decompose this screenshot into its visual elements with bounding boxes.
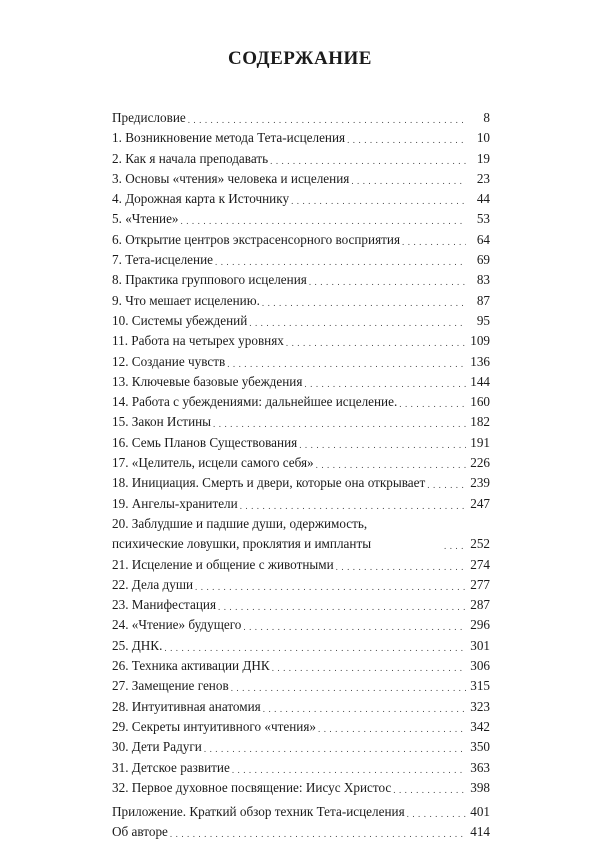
toc-entry-page-number: 69: [476, 252, 490, 268]
dot-leader: [232, 758, 466, 778]
toc-entry-page-number: 252: [470, 536, 490, 552]
dot-leader: [316, 453, 466, 473]
toc-entry: [112, 697, 490, 717]
toc-entry-page-number: 414: [470, 824, 490, 840]
toc-entry-page-number: 160: [470, 394, 490, 410]
toc-entry-page-number: 83: [476, 272, 490, 288]
toc-entry: [112, 802, 490, 822]
toc-entry: [112, 656, 490, 676]
toc-entry-label: 7. Тета-исцеление: [112, 252, 213, 268]
dot-leader: [262, 291, 466, 311]
toc-entry: [112, 717, 490, 737]
toc-entry-label: 30. Дети Радуги: [112, 739, 202, 755]
toc-entry-label: 24. «Чтение» будущего: [112, 617, 242, 633]
toc-entry: [112, 169, 490, 189]
dot-leader: [309, 270, 466, 290]
toc-entry: [112, 149, 490, 169]
toc-entry-label: 31. Детское развитие: [112, 759, 230, 775]
toc-entry: [112, 311, 490, 331]
dot-leader: [213, 412, 466, 432]
toc-entry: [112, 433, 490, 453]
toc-entry-page-number: 239: [470, 475, 490, 491]
toc-entry: [112, 331, 490, 351]
toc-entry-label: 29. Секреты интуитивного «чтения»: [112, 718, 317, 734]
dot-leader: [272, 656, 466, 676]
toc-entry-page-number: 315: [470, 678, 490, 694]
toc-entry-label: 14. Работа с убеждениями: дальнейшее исцеление.: [112, 394, 398, 410]
toc-entry-label: 10. Системы убеждений: [112, 312, 248, 328]
dot-leader: [351, 169, 466, 189]
toc-entry: [112, 453, 490, 473]
toc-entry: [112, 595, 490, 615]
toc-entry: [112, 575, 490, 595]
page-title: СОДЕРЖАНИЕ: [228, 48, 372, 69]
toc-entry-page-number: 44: [476, 191, 490, 207]
toc-entry-page-number: 296: [470, 617, 490, 633]
toc-entry-label: Приложение. Краткий обзор техник Тета-исцеления: [112, 804, 405, 820]
toc-entry-label: 25. ДНК.: [112, 637, 163, 653]
toc-entry-label: 32. Первое духовное посвящение: Иисус Христос: [112, 779, 392, 795]
toc-entry-page-number: 363: [470, 759, 490, 775]
dot-leader: [318, 717, 466, 737]
toc-entry-page-number: 247: [470, 495, 490, 511]
toc-entry-label: 27. Замещение генов: [112, 678, 229, 694]
dot-leader: [304, 372, 466, 392]
toc-entry-page-number: 226: [470, 455, 490, 471]
toc-entry-page-number: 19: [476, 150, 490, 166]
dot-leader: [427, 473, 466, 493]
toc-entry-page-number: 342: [470, 718, 490, 734]
toc-entry: [112, 737, 490, 757]
toc-entry-page-number: 398: [470, 779, 490, 795]
toc-entry: [112, 128, 490, 148]
toc-entry-label: 5. «Чтение»: [112, 211, 179, 227]
toc-entry-label: 17. «Целитель, исцели самого себя»: [112, 455, 314, 471]
dot-leader: [204, 737, 466, 757]
dot-leader: [170, 822, 466, 842]
toc-entry: [112, 615, 490, 635]
toc-entry: [112, 822, 490, 842]
dot-leader: [227, 352, 466, 372]
toc-entry-label: 8. Практика группового исцеления: [112, 272, 307, 288]
dot-leader: [243, 615, 466, 635]
dot-leader: [263, 697, 466, 717]
toc-entry-label: 28. Интуитивная анатомия: [112, 698, 261, 714]
toc-entry: [112, 676, 490, 696]
toc-entry-page-number: 109: [470, 333, 490, 349]
dot-leader: [218, 595, 466, 615]
toc-entry-label: 23. Манифестация: [112, 597, 217, 613]
toc-entry: [112, 636, 490, 656]
toc-entry-page-number: 23: [476, 170, 490, 186]
dot-leader: [164, 636, 466, 656]
toc-entry-page-number: 301: [470, 637, 490, 653]
dot-leader: [240, 494, 466, 514]
toc-entry: [112, 108, 490, 128]
dot-leader: [402, 230, 466, 250]
toc-entry-page-number: 144: [470, 373, 490, 389]
dot-leader: [399, 392, 466, 412]
toc-entry-page-number: 350: [470, 739, 490, 755]
toc-entry-page-number: 87: [476, 292, 490, 308]
toc-entry-label: 15. Закон Истины: [112, 414, 212, 430]
toc-entry: [112, 758, 490, 778]
toc-entry-label: 2. Как я начала преподавать: [112, 150, 269, 166]
dot-leader: [270, 149, 466, 169]
dot-leader: [291, 189, 466, 209]
table-of-contents: [112, 108, 490, 843]
toc-entry: [112, 555, 490, 575]
toc-entry-page-number: 8: [483, 110, 490, 125]
dot-leader: [231, 676, 466, 696]
toc-entry-page-number: 277: [470, 576, 490, 592]
dot-leader: [299, 433, 466, 453]
toc-entry-page-number: 191: [470, 434, 490, 450]
dot-leader: [347, 128, 466, 148]
toc-entry: [112, 412, 490, 432]
toc-entry: [112, 230, 490, 250]
toc-entry: [112, 514, 490, 555]
toc-entry-page-number: 306: [470, 658, 490, 674]
toc-entry-label: 18. Инициация. Смерть и двери, которые она открывает: [112, 475, 426, 491]
toc-entry-page-number: 136: [470, 353, 490, 369]
toc-entry-label: Предисловие: [112, 110, 186, 125]
toc-entry-page-number: 95: [476, 312, 490, 328]
toc-entry-label: 3. Основы «чтения» человека и исцеления: [112, 170, 350, 186]
dot-leader: [286, 331, 466, 351]
toc-entry-page-number: 53: [476, 211, 490, 227]
toc-entry-label: 21. Исцеление и общение с животными: [112, 556, 334, 572]
toc-entry-label: 13. Ключевые базовые убеждения: [112, 373, 303, 389]
toc-entry-label: 22. Дела души: [112, 576, 194, 592]
toc-entry: [112, 494, 490, 514]
dot-leader: [249, 311, 466, 331]
toc-entry-page-number: 287: [470, 597, 490, 613]
dot-leader: [336, 555, 466, 575]
dot-leader: [181, 209, 466, 229]
toc-entry-page-number: 10: [476, 130, 490, 146]
toc-entry-label: 19. Ангелы-хранители: [112, 495, 238, 511]
toc-entry-label: 16. Семь Планов Существования: [112, 434, 298, 450]
toc-entry-label: 26. Техника активации ДНК: [112, 658, 270, 674]
toc-entry: [112, 352, 490, 372]
toc-entry-label: Об авторе: [112, 824, 168, 840]
toc-entry: [112, 372, 490, 392]
toc-entry-page-number: 64: [476, 231, 490, 247]
toc-entry-label: 11. Работа на четырех уровнях: [112, 333, 284, 349]
toc-entry: [112, 473, 490, 493]
toc-entry-label: 20. Заблудшие и падшие души, одержимость, психические ловушки, проклятия и импланты: [112, 515, 372, 552]
dot-leader: [215, 250, 466, 270]
toc-entry-page-number: 323: [470, 698, 490, 714]
toc-entry-label: 12. Создание чувств: [112, 353, 226, 369]
toc-entry-page-number: 182: [470, 414, 490, 430]
toc-entry: [112, 392, 490, 412]
toc-entry-label: 1. Возникновение метода Тета-исцеления: [112, 130, 346, 146]
toc-entry: [112, 209, 490, 229]
toc-entry: [112, 189, 490, 209]
dot-leader: [444, 534, 466, 554]
dot-leader: [188, 108, 466, 128]
toc-entry-label: 6. Открытие центров экстрасенсорного восприятия: [112, 231, 401, 247]
toc-entry: [112, 778, 490, 798]
toc-entry-page-number: 274: [470, 556, 490, 572]
toc-entry-label: 9. Что мешает исцелению.: [112, 292, 260, 308]
toc-entry-label: 4. Дорожная карта к Источнику: [112, 191, 290, 207]
dot-leader: [407, 802, 466, 822]
toc-entry: [112, 270, 490, 290]
dot-leader: [195, 575, 466, 595]
toc-entry: [112, 250, 490, 270]
toc-entry-page-number: 401: [470, 804, 490, 820]
dot-leader: [393, 778, 466, 798]
toc-entry: [112, 291, 490, 311]
